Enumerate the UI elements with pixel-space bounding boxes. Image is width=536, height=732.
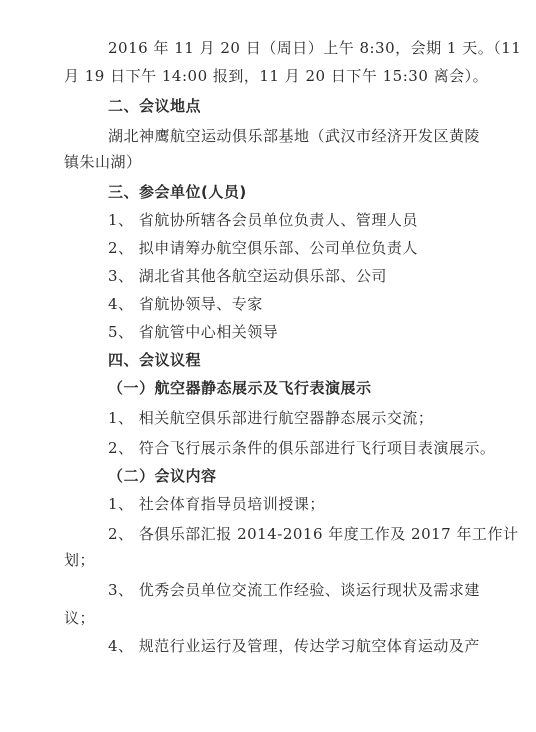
venue-line-1: 湖北神鹰航空运动俱乐部基地（武汉市经济开发区黄陵 (108, 127, 481, 145)
content-item-3-line-1: 3、 优秀会员单位交流工作经验、谈运行现状及需求建 (108, 581, 480, 599)
attendee-item-2: 2、 拟申请筹办航空俱乐部、公司单位负责人 (108, 239, 418, 257)
section-heading-attendees: 三、参会单位(人员) (108, 183, 247, 201)
attendee-item-1: 1、 省航协所辖各会员单位负责人、管理人员 (108, 211, 418, 229)
agenda-display-item-1: 1、 相关航空俱乐部进行航空器静态展示交流； (108, 409, 434, 427)
meeting-time-line-2: 月 19 日下午 14:00 报到，11 月 20 日下午 15:30 离会）。 (64, 67, 489, 85)
attendee-item-3: 3、 湖北省其他各航空运动俱乐部、公司 (108, 267, 387, 285)
content-item-2-line-1: 2、 各俱乐部汇报 2014-2016 年度工作及 2017 年工作计 (108, 525, 519, 543)
subheading-aircraft-display: （一）航空器静态展示及飞行表演展示 (108, 379, 372, 397)
attendee-item-4: 4、 省航协领导、专家 (108, 295, 263, 313)
content-item-4-line-1: 4、 规范行业运行及管理，传达学习航空体育运动及产 (108, 637, 480, 655)
section-heading-agenda: 四、会议议程 (108, 351, 202, 369)
meeting-time-line-1: 2016 年 11 月 20 日（周日）上午 8:30，会期 1 天。（11 (108, 39, 522, 57)
content-item-1: 1、 社会体育指导员培训授课； (108, 495, 325, 513)
subheading-meeting-content: （二）会议内容 (108, 467, 217, 485)
agenda-display-item-2: 2、 符合飞行展示条件的俱乐部进行飞行项目表演展示。 (108, 439, 496, 457)
venue-line-2: 镇朱山湖） (64, 153, 142, 171)
content-item-3-line-2: 议； (64, 609, 96, 627)
section-heading-venue: 二、会议地点 (108, 97, 202, 115)
content-item-2-line-2: 划； (64, 551, 96, 569)
attendee-item-5: 5、 省航管中心相关领导 (108, 323, 279, 341)
